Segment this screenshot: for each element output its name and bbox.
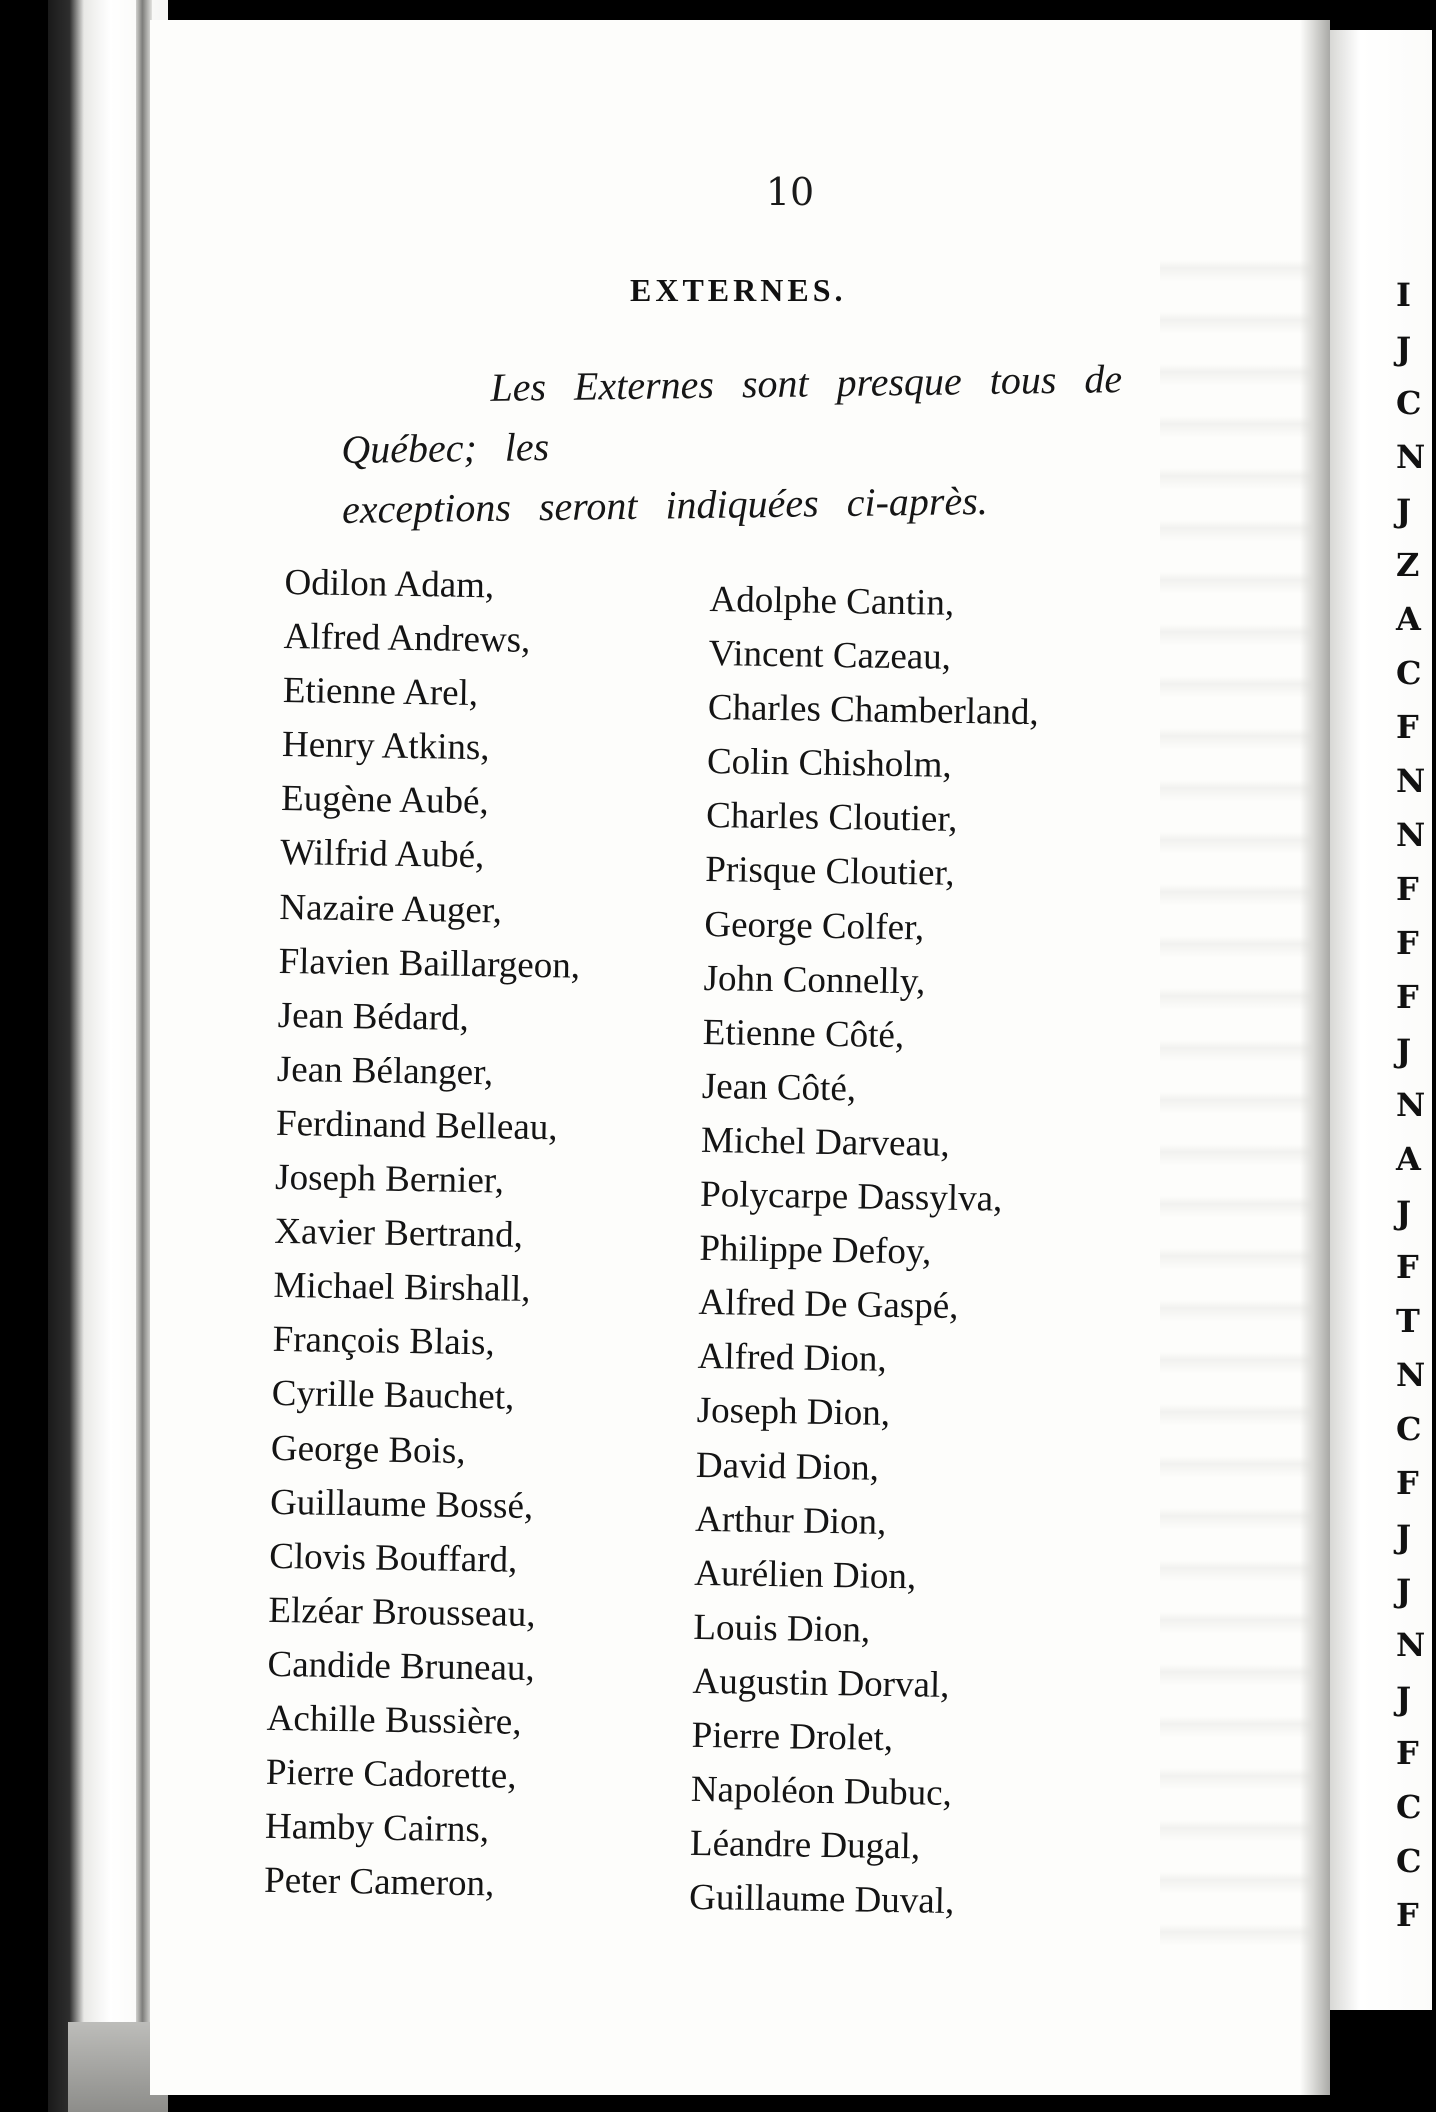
name-entry: Guillaume Bossé, [269, 1481, 534, 1527]
name-entry: Jean Côté, [701, 1065, 857, 1110]
cut-letter: F [1396, 1464, 1419, 1502]
name-entry: Alfred Andrews, [283, 616, 531, 661]
cut-letter: C [1396, 1788, 1422, 1826]
cut-letter: J [1396, 492, 1412, 530]
right-page-cut-letters [1396, 268, 1436, 1942]
cut-letter: F [1396, 978, 1419, 1016]
name-entry: Polycarpe Dassylva, [699, 1173, 1003, 1220]
name-entry: Michel Darveau, [700, 1119, 951, 1165]
cut-letter: C [1396, 654, 1422, 692]
name-entry: Guillaume Duval, [688, 1877, 955, 1923]
name-entry: Candide Bruneau, [267, 1643, 536, 1689]
name-entry: Charles Chamberland, [707, 687, 1040, 734]
cut-letter: N [1396, 1356, 1426, 1394]
intro-line-2: exceptions seront indiquées ci-après. [341, 477, 989, 532]
name-entry: Louis Dion, [693, 1606, 871, 1651]
name-entry: Jean Bédard, [277, 994, 470, 1039]
name-entry: Flavien Baillargeon, [278, 940, 581, 987]
name-entry: Charles Cloutier, [705, 795, 958, 841]
name-entry: Ferdinand Belleau, [275, 1102, 558, 1149]
name-entry: Philippe Defoy, [699, 1228, 932, 1273]
intro-paragraph [340, 347, 1242, 540]
cut-letter: J [1396, 1572, 1412, 1610]
cut-letter: C [1396, 384, 1422, 422]
name-entry: Colin Chisholm, [706, 741, 952, 787]
name-entry: Adolphe Cantin, [709, 578, 955, 624]
name-entry: Henry Atkins, [281, 724, 490, 769]
cut-letter: J [1396, 330, 1412, 368]
name-entry: Aurélien Dion, [693, 1552, 917, 1598]
cut-letter: C [1396, 1410, 1422, 1448]
cut-letter: J [1396, 1194, 1412, 1232]
name-entry: Joseph Bernier, [274, 1156, 505, 1202]
name-entry: Cyrille Bauchet, [271, 1373, 515, 1419]
intro-line-1: Les Externes sont presque tous de Québec; les [340, 356, 1123, 472]
cut-letter: N [1396, 762, 1426, 800]
name-entry: Michael Birshall, [273, 1265, 531, 1311]
cut-letter: F [1396, 870, 1419, 908]
name-entry: Prisque Cloutier, [705, 849, 955, 895]
cut-letter: N [1396, 816, 1426, 854]
name-entry: Nazaire Auger, [279, 886, 503, 932]
cut-letter: I [1396, 276, 1411, 314]
cut-letter: N [1396, 1086, 1426, 1124]
name-entry: Arthur Dion, [694, 1498, 887, 1543]
name-entry: David Dion, [695, 1444, 880, 1489]
name-entry: Alfred Dion, [697, 1336, 888, 1381]
cut-letter: J [1396, 1680, 1412, 1718]
section-title: EXTERNES. [630, 272, 847, 308]
cut-letter: N [1396, 438, 1426, 476]
name-entry: Jean Bélanger, [276, 1048, 494, 1094]
cut-letter: N [1396, 1626, 1426, 1664]
cut-letter: F [1396, 1896, 1419, 1934]
cut-letter: J [1396, 1518, 1412, 1556]
name-entry: François Blais, [272, 1319, 495, 1364]
names-column-left [264, 556, 705, 1915]
name-entry: Pierre Cadorette, [265, 1751, 517, 1797]
name-entry: Etienne Arel, [282, 670, 479, 715]
cut-letter: F [1396, 924, 1419, 962]
cut-letter: A [1396, 600, 1421, 638]
name-entry: Pierre Drolet, [691, 1714, 894, 1759]
name-entry: Clovis Bouffard, [268, 1535, 518, 1581]
name-entry: Elzéar Brousseau, [268, 1589, 536, 1635]
name-entry: Augustin Dorval, [692, 1660, 950, 1706]
name-entry: Wilfrid Aubé, [280, 832, 485, 877]
cut-letter: A [1396, 1140, 1421, 1178]
page-gutter [1300, 20, 1330, 2095]
cut-letter: F [1396, 1734, 1419, 1772]
book-page [150, 20, 1320, 2095]
page-number: 10 [765, 170, 815, 214]
name-entry: George Bois, [270, 1427, 466, 1472]
cut-letter: Z [1396, 546, 1420, 584]
name-entry: Peter Cameron, [263, 1860, 495, 1905]
name-entry: Eugène Aubé, [280, 778, 490, 823]
name-entry: Achille Bussière, [266, 1697, 522, 1743]
name-entry: Odilon Adam, [284, 561, 495, 607]
name-entry: Alfred De Gaspé, [698, 1282, 959, 1328]
cut-letter: C [1396, 1842, 1422, 1880]
cut-letter: F [1396, 1248, 1419, 1286]
name-entry: Léandre Dugal, [689, 1823, 921, 1868]
name-entry: Hamby Cairns, [264, 1806, 490, 1851]
name-entry: Xavier Bertrand, [274, 1211, 524, 1256]
names-column-right [689, 573, 1180, 1933]
cut-letter: F [1396, 708, 1419, 746]
name-entry: John Connelly, [703, 957, 926, 1003]
cut-letter: T [1396, 1302, 1420, 1340]
name-entry: Joseph Dion, [696, 1390, 891, 1435]
name-entry: George Colfer, [704, 903, 925, 948]
name-entry: Etienne Côté, [702, 1011, 905, 1056]
cut-letter: J [1396, 1032, 1412, 1070]
name-entry: Vincent Cazeau, [708, 633, 952, 678]
name-entry: Napoléon Dubuc, [690, 1768, 953, 1815]
